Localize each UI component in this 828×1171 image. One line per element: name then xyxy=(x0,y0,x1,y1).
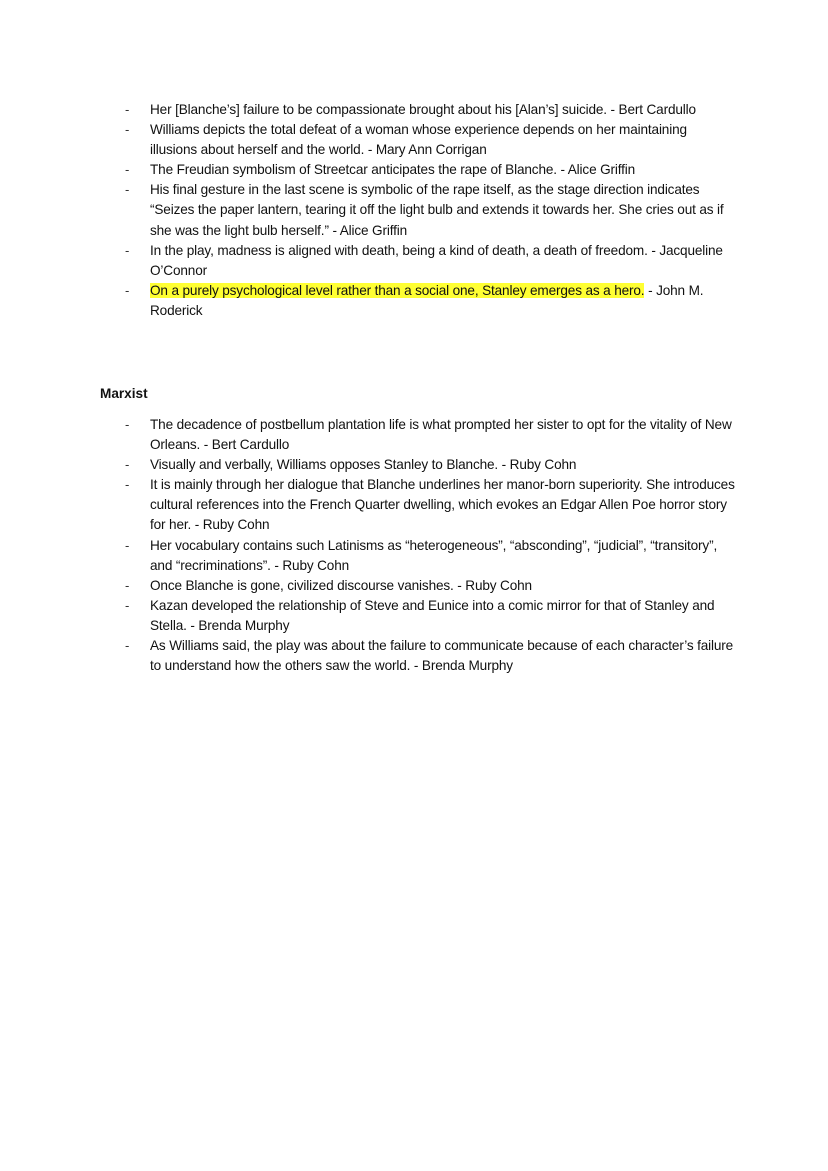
quote-text: Her vocabulary contains such Latinisms as “heterogeneous”, “absconding”, “judicial”, “transitory”, and “recriminations”. - Ruby Cohn xyxy=(150,537,718,573)
quote-text: As Williams said, the play was about the failure to communicate because of each character’s failure to understand how the others saw the world. - Brenda Murphy xyxy=(150,638,734,674)
highlighted-text: On a purely psychological level rather than a social one, Stanley emerges as a hero. xyxy=(150,282,645,298)
list-bullet: - xyxy=(125,162,130,178)
quote-list-marxist xyxy=(120,415,735,676)
list-bullet: - xyxy=(125,537,130,553)
list-bullet: - xyxy=(125,182,130,198)
quote-list-psychoanalytic xyxy=(120,100,735,321)
list-item xyxy=(120,475,735,535)
list-bullet: - xyxy=(125,577,130,593)
list-bullet: - xyxy=(125,282,130,298)
quote-text: In the play, madness is aligned with death, being a kind of death, a death of freedom. - Jacqueline O’Connor xyxy=(150,242,723,278)
list-item xyxy=(120,576,735,596)
list-bullet: - xyxy=(125,102,130,117)
quote-text: Kazan developed the relationship of Steve and Eunice into a comic mirror for that of Stanley and Stella. - Brenda Murphy xyxy=(150,597,715,633)
list-bullet: - xyxy=(125,122,130,138)
quote-text: Williams depicts the total defeat of a woman whose experience depends on her maintaining illusions about herself and the world. - Mary Ann Corrigan xyxy=(150,122,687,158)
quote-text: Visually and verbally, Williams opposes Stanley to Blanche. - Ruby Cohn xyxy=(150,457,577,473)
list-item xyxy=(120,636,735,676)
quote-text: The Freudian symbolism of Streetcar anticipates the rape of Blanche. - Alice Griffin xyxy=(150,162,636,178)
quote-text: Once Blanche is gone, civilized discourse vanishes. - Ruby Cohn xyxy=(150,577,532,593)
list-item xyxy=(120,100,735,120)
list-bullet: - xyxy=(125,597,130,613)
list-bullet: - xyxy=(125,417,130,432)
list-item xyxy=(120,455,735,475)
list-bullet: - xyxy=(125,242,130,258)
list-item xyxy=(120,596,735,636)
list-item xyxy=(120,160,735,180)
quote-text: Her [Blanche’s] failure to be compassionate brought about his [Alan’s] suicide. - Bert Cardullo xyxy=(150,102,696,117)
list-item xyxy=(120,536,735,576)
quote-attribution: - John M. Roderick xyxy=(150,282,704,318)
list-item xyxy=(120,241,735,281)
list-item xyxy=(120,415,735,455)
quote-text: His final gesture in the last scene is symbolic of the rape itself, as the stage direction indicates “Seizes the paper lantern, tearing it off the light bulb and extends it towards her. She cries out as if she was the light bulb herself.” - Alice Griffin xyxy=(150,182,724,238)
list-bullet: - xyxy=(125,638,130,654)
list-item xyxy=(120,120,735,160)
list-item xyxy=(120,180,735,240)
section-heading-marxist: Marxist xyxy=(100,386,148,401)
quote-text: It is mainly through her dialogue that Blanche underlines her manor-born superiority. She introduces cultural references into the French Quarter dwelling, which evokes an Edgar Allen Poe horror story for her. - Ruby Cohn xyxy=(150,477,735,533)
list-bullet: - xyxy=(125,457,130,473)
list-bullet: - xyxy=(125,477,130,493)
list-item-highlighted xyxy=(120,281,735,321)
quote-text: The decadence of postbellum plantation life is what prompted her sister to opt for the vitality of New Orleans. - Bert Cardullo xyxy=(150,417,732,453)
